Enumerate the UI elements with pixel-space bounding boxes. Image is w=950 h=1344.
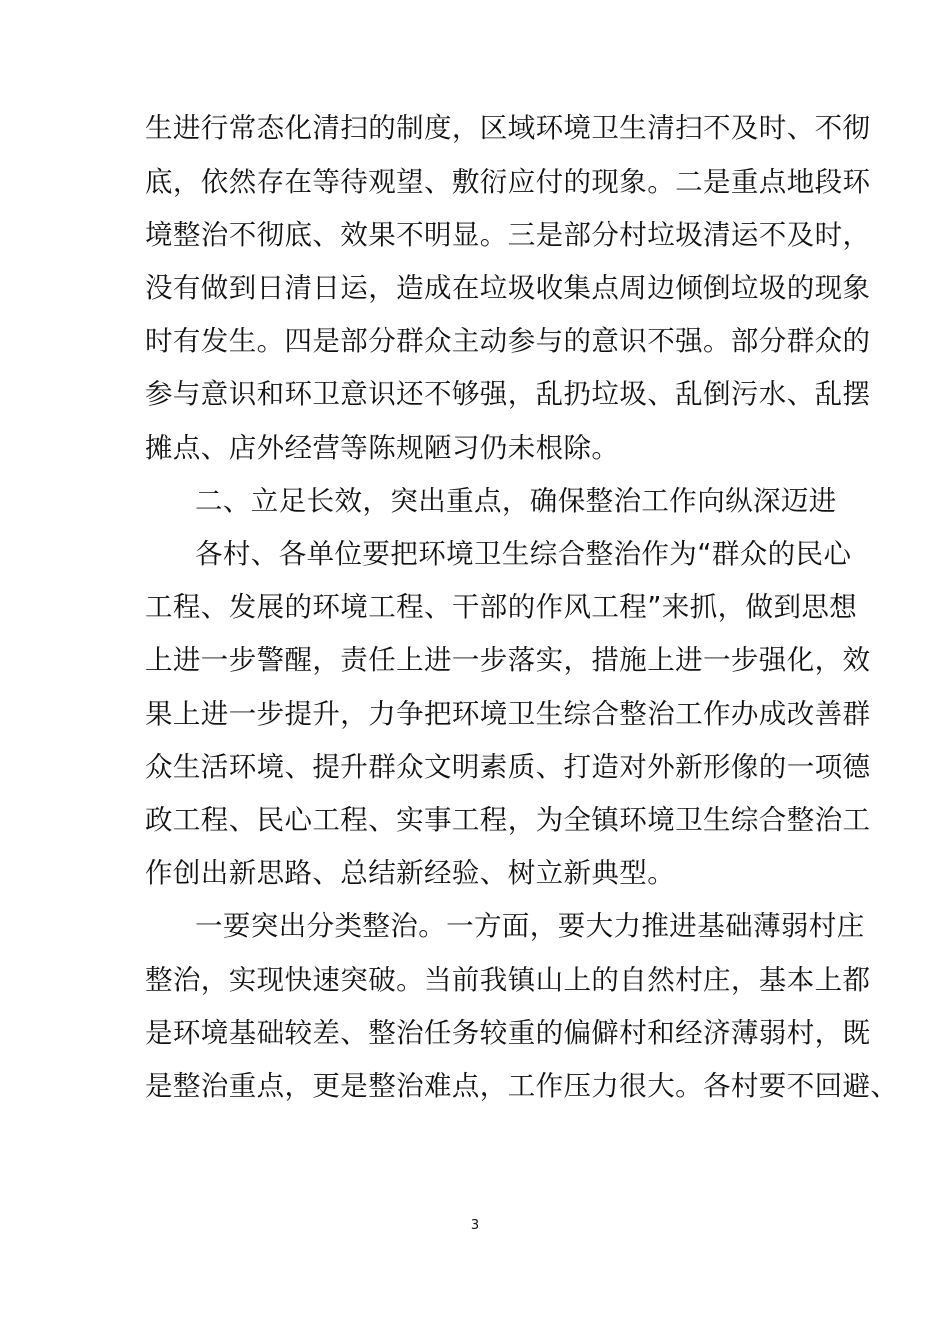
text-line: 是环境基础较差、整治任务较重的偏僻村和经济薄弱村，既	[145, 1017, 871, 1049]
section-heading: 二、立足长效，突出重点，确保整治工作向纵深迈进	[195, 485, 837, 517]
text-line: 底，依然存在等待观望、敷衍应付的现象。二是重点地段环	[145, 166, 871, 198]
text-line: 是整治重点，更是整治难点，工作压力很大。各村要不回避、	[145, 1070, 899, 1102]
text-line: 一要突出分类整治。一方面，要大力推进基础薄弱村庄	[195, 910, 865, 942]
text-line: 整治，实现快速突破。当前我镇山上的自然村庄，基本上都	[145, 964, 871, 996]
text-line: 果上进一步提升，力争把环境卫生综合整治工作办成改善群	[145, 698, 871, 730]
page-number: 3	[470, 1218, 480, 1233]
text-line: 众生活环境、提升群众文明素质、打造对外新形像的一项德	[145, 751, 871, 783]
text-line: 时有发生。四是部分群众主动参与的意识不强。部分群众的	[145, 325, 871, 357]
text-line: 没有做到日清日运，造成在垃圾收集点周边倾倒垃圾的现象	[145, 272, 871, 304]
text-line: 摊点、店外经营等陈规陋习仍未根除。	[145, 432, 620, 464]
text-line: 境整治不彻底、效果不明显。三是部分村垃圾清运不及时，	[145, 219, 871, 251]
text-line: 工程、发展的环境工程、干部的作风工程”来抓，做到思想	[145, 591, 858, 623]
text-line: 政工程、民心工程、实事工程，为全镇环境卫生综合整治工	[145, 804, 871, 836]
text-line: 作创出新思路、总结新经验、树立新典型。	[145, 857, 676, 889]
text-line: 上进一步警醒，责任上进一步落实，措施上进一步强化，效	[145, 644, 871, 676]
text-line: 参与意识和环卫意识还不够强，乱扔垃圾、乱倒污水、乱摆	[145, 378, 871, 410]
text-line: 各村、各单位要把环境卫生综合整治作为“群众的民心	[195, 538, 852, 570]
text-line: 生进行常态化清扫的制度，区域环境卫生清扫不及时、不彻	[145, 112, 871, 144]
